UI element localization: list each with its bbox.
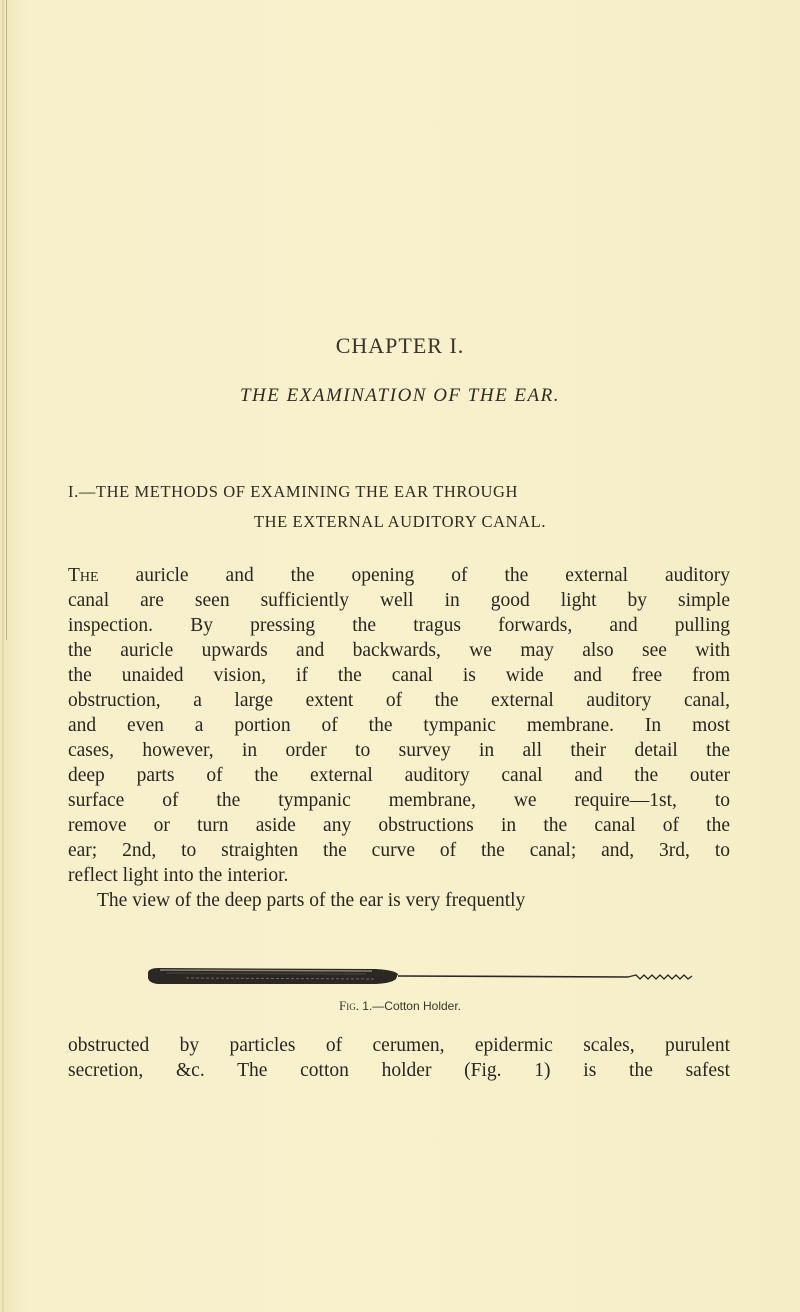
paragraph-line: obstruction, a large extent of the external auditory canal, — [68, 690, 730, 711]
chapter-heading: CHAPTER I. — [335, 333, 465, 358]
chapter-title: THE EXAMINATION OF THE EAR. — [239, 385, 561, 406]
cotton-holder-illustration — [146, 966, 716, 986]
paragraph-first-word: The — [68, 565, 99, 586]
paragraph-line: the auricle upwards and backwards, we may also see with — [68, 640, 730, 661]
paragraph-line: The view of the deep parts of the ear is very frequently — [97, 890, 526, 911]
section-heading-line-2: THE EXTERNAL AUDITORY CANAL. — [253, 512, 547, 531]
page-edge-line — [6, 0, 7, 640]
paragraph-line: canal are seen sufficiently well in good light by simple — [68, 590, 730, 611]
figure-label: Fig. — [338, 998, 359, 1013]
paragraph-line: remove or turn aside any obstructions in the canal of the — [68, 815, 730, 836]
figure-caption — [0, 998, 800, 1014]
paragraph-line: reflect light into the interior. — [68, 865, 289, 886]
section-heading-line-1: I.—THE METHODS OF EXAMINING THE EAR THROUGH — [68, 482, 519, 501]
page-edge-shadow — [2, 0, 4, 1312]
paragraph-line: the unaided vision, if the canal is wide and free from — [68, 665, 730, 686]
paragraph-line: surface of the tympanic membrane, we require—1st, to — [68, 790, 730, 811]
paragraph-line: obstructed by particles of cerumen, epidermic scales, purulent — [68, 1035, 730, 1056]
paragraph-line: The auricle and the opening of the external auditory — [68, 565, 730, 586]
paragraph-line: and even a portion of the tympanic membrane. In most — [68, 715, 730, 736]
paragraph-line: ear; 2nd, to straighten the curve of the canal; and, 3rd, to — [68, 840, 730, 861]
paragraph-line: secretion, &c. The cotton holder (Fig. 1) is the safest — [68, 1060, 730, 1081]
paragraph-line: inspection. By pressing the tragus forwards, and pulling — [68, 615, 730, 636]
figure-caption-text: 1.—Cotton Holder. — [358, 999, 462, 1013]
paragraph-line: cases, however, in order to survey in all their detail the — [68, 740, 730, 761]
paragraph-line: deep parts of the external auditory canal and the outer — [68, 765, 730, 786]
